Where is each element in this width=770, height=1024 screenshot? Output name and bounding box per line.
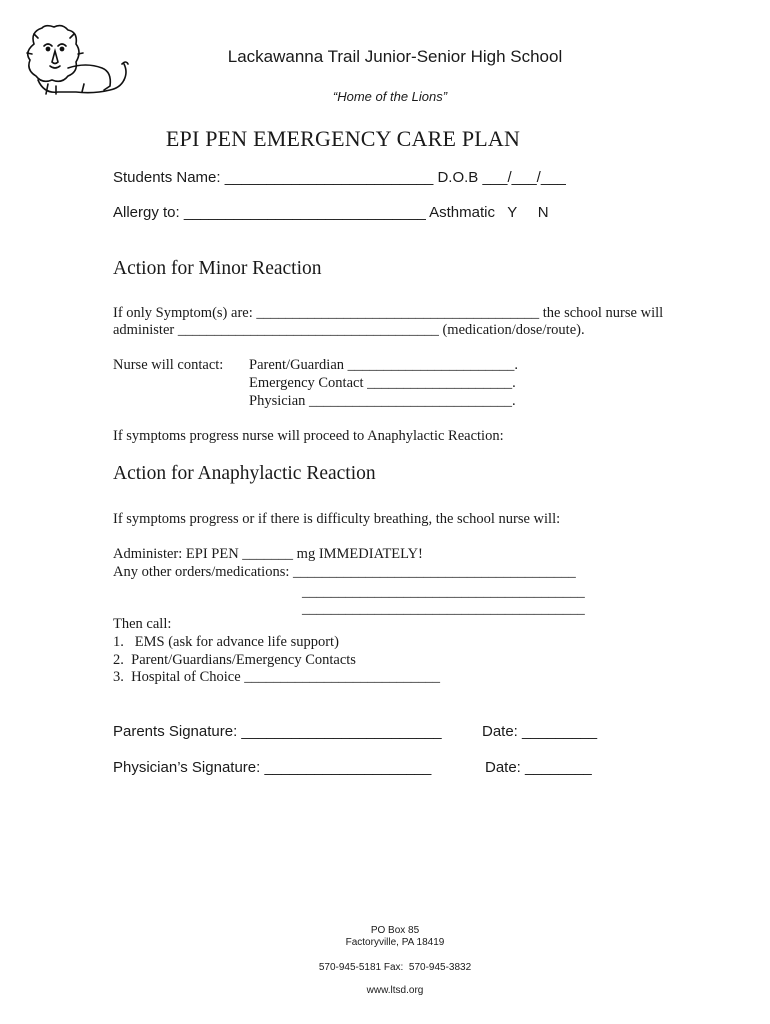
anaphylactic-heading: Action for Anaphylactic Reaction [113,463,376,484]
progress-note: If symptoms progress nurse will proceed to Anaphylactic Reaction: [113,428,504,444]
minor-medication-field[interactable]: administer ____________________________________ (medication/dose/route). [113,322,585,338]
school-motto: “Home of the Lions” [332,89,448,104]
parent-date-field[interactable]: Date: _________ [482,723,598,740]
call-item-guardians: 2. Parent/Guardians/Emergency Contacts [113,652,356,668]
call-item-ems: 1. EMS (ask for advance life support) [113,634,339,650]
student-name-field[interactable]: Students Name: _________________________ D.O.B ___/___/___ [113,169,566,186]
contact-emergency-field[interactable]: Emergency Contact ____________________. [249,375,516,391]
other-orders-line[interactable]: _______________________________________ [302,601,585,617]
physician-date-field[interactable]: Date: ________ [485,759,592,776]
footer-po-box: PO Box 85 [370,925,420,936]
footer-phone: 570-945-5181 Fax: 570-945-3832 [318,962,472,973]
anaphylactic-intro: If symptoms progress or if there is difficulty breathing, the school nurse will: [113,511,561,527]
physician-signature-field[interactable]: Physician’s Signature: ____________________ [113,759,432,776]
nurse-contact-label: Nurse will contact: [113,357,224,373]
other-orders-field[interactable]: Any other orders/medications: _______________________________________ [113,564,576,580]
school-name: Lackawanna Trail Junior-Senior High School [227,47,563,66]
epipen-dose-field[interactable]: Administer: EPI PEN _______ mg IMMEDIATELY! [113,546,423,562]
footer-website[interactable]: www.ltsd.org [366,985,424,996]
call-item-hospital[interactable]: 3. Hospital of Choice ___________________________ [113,669,441,685]
contact-parent-field[interactable]: Parent/Guardian _______________________. [249,357,519,373]
minor-symptoms-field[interactable]: If only Symptom(s) are: _______________________________________ the school nurse will [113,305,664,321]
then-call-label: Then call: [113,616,172,632]
page-title: EPI PEN EMERGENCY CARE PLAN [165,126,521,151]
footer-city: Factoryville, PA 18419 [345,937,445,948]
allergy-field[interactable]: Allergy to: _____________________________ Asthmatic Y N [113,204,549,221]
contact-physician-field[interactable]: Physician ____________________________. [249,393,516,409]
other-orders-line[interactable]: _______________________________________ [302,584,585,600]
parent-signature-field[interactable]: Parents Signature: ________________________ [113,723,442,740]
minor-reaction-heading: Action for Minor Reaction [113,258,322,279]
